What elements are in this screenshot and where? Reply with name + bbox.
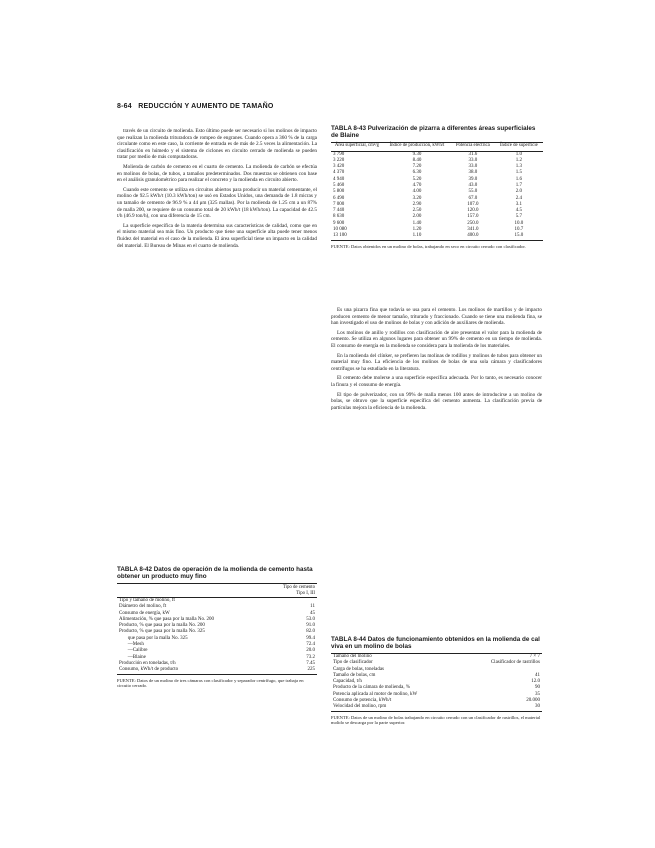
right-paragraph: En la molienda del clínker, se prefieren las molinas de rodillos y molinos de tubos para obtener un material muy fino. La eficiencia de los molinos de bolas de una sola cámara y clasificadores centrífugos se ha estudiado en la literatura.: [331, 352, 542, 372]
left-paragraph: La superficie específica de la materia determina sus características de calidad, como que en el mismo material sea más fino. Un producto que tiene una superficie alta puede tener menos fluidez del material en el caso de la molienda. El área superficial tiene un impacto en la calidad del material. El Bureau de Minas en el cuarto de molienda.: [117, 222, 317, 249]
table-row: Tamaño del molino 7 × 7: [333, 654, 540, 659]
column-header: Área superficial, cm²/g: [334, 143, 380, 148]
table-row: que pasa por la malla No. 325 99.4: [119, 635, 315, 641]
table-row: Capacidad, t/h 12.0: [333, 679, 540, 685]
table-row: Velocidad del molino, rpm 30: [333, 704, 540, 710]
right-paragraph: Los molinos de anillo y rodillos con clasificación de aire presentan el valor para la molienda de cemento. Se utiliza en algunos lugares para obtener un 99% de cemento en un tiempo de molienda. El consumo de energía en la molienda se considera para la molienda de los materiales.: [331, 329, 542, 349]
table-row: 5 800 4.00 55.0 2.0: [333, 189, 522, 195]
table-row: 6 490 3.20 67.0 2.4: [333, 195, 522, 201]
table-row: 5 460 4.70 43.0 1.7: [333, 182, 522, 188]
table-row: 7 440 2.50 120.0 4.5: [333, 208, 522, 214]
column-header: Tipo de cemento Tipo I, III: [282, 585, 315, 596]
table-footnote: FUENTE: Datos de un molino de tres cámaras con clasificador y separador centrífugo, que trabaja en circuito cerrado.: [117, 677, 304, 689]
table-footnote: FUENTE: Datos obtenidos en un molino de bolas, trabajando en seco en circuito cerrado con clasificador.: [331, 243, 526, 249]
table-row: Producción en toneladas, t/h 7.45: [119, 660, 315, 666]
column-header: Índice de producción, kWh/t: [389, 143, 445, 148]
table-row: Producto, % que pasa por la malla No. 325 82.0: [119, 629, 315, 635]
table-row: 10 080 1.20 341.0 10.7: [333, 227, 524, 233]
right-paragraph: El cemento debe molerse a una superficie específica adecuada. Por lo tanto, es necesario conocer la finura y el consumo de energía.: [331, 375, 542, 388]
table-row: Consumo de energía, kW 45: [119, 610, 315, 616]
table-row: 13 100 1.10 400.0 15.0: [333, 233, 524, 239]
table-row: Carga de bolas, toneladas: [333, 666, 385, 672]
running-title: REDUCCIÓN Y AUMENTO DE TAMAÑO: [138, 103, 274, 110]
table-row: Tipo y tamaño de molino, ft: [119, 598, 175, 603]
right-text-column: [331, 307, 542, 414]
data-table: [331, 654, 542, 711]
table-title: TABLA 8-42 Datos de operación de la molienda de cemento hasta obtener un producto muy fino: [117, 566, 313, 580]
table-row: 7 000 2.90 107.0 3.1: [333, 201, 522, 207]
running-header: [117, 103, 274, 110]
left-text-column: [117, 128, 317, 252]
table-row: 3 420 7.20 33.0 1.3: [333, 164, 522, 170]
page-number: 8-64: [117, 103, 132, 110]
table-row: Consumo de potencia, kWh/t 20.000: [333, 698, 540, 704]
column-header: Potencia eléctrica: [455, 143, 490, 148]
table-footnote: FUENTE: Datos de un molino de bolas trabajando en circuito cerrado con un clasificador de rastrillos, el material molido se descarga por la parte superior.: [331, 714, 541, 726]
left-paragraph: través de un circuito de molienda. Esto último puede ser necesario si los molinos de impacto que realizan la molienda trituradora de rompeo de engranes. Cuando opera a 360 % de la carga circulante como en este caso, la corriente de entrada es de más de 2.5 veces la alimentación. La clasificación en húmedo y el sistema de ciclones en circuito cerrado de molienda se pueden tratar por medio de más computadoras.: [117, 128, 317, 161]
table-row: 3 220 8.40 33.0 1.2: [333, 157, 522, 163]
table-row: Potencia aplicada al motor de molino, kW 35: [333, 691, 540, 697]
table-row: Producto, % que pasa por la malla No. 200 91.0: [119, 623, 315, 629]
table-row: 3 790 9.30 31.6 1.0: [333, 151, 522, 157]
table-row: 9 600 1.40 250.0 10.0: [333, 220, 524, 226]
table-8-42: [117, 566, 317, 689]
table-row: —Mesh 72.4: [119, 642, 315, 648]
table-8-43: [331, 125, 543, 249]
data-table: [331, 143, 543, 240]
table-8-44: [331, 636, 542, 726]
right-paragraph: El tipo de pulverizador, con un 99% de malla menos 100 antes de introducirse a un molino de bolas, se obtuvo que la superficie específica del cemento aumenta. La clasificación previa de partículas mejora la eficiencia de la molienda.: [331, 391, 542, 411]
table-row: Tipo de clasificador Clasificador de rastrillos: [333, 660, 540, 666]
table-title: TABLA 8-43 Pulverización de pizarra a diferentes áreas superficiales de Blaine: [331, 125, 536, 139]
table-row: Producto de la cámara de molienda, % 90: [333, 685, 540, 691]
table-row: Tamaño de bolas, cm 41: [333, 672, 540, 678]
column-header: Índice de superficie: [499, 143, 538, 148]
table-row: Alimentación, % que pasa por la malla No. 200 53.0: [119, 616, 315, 622]
table-row: —Blaine 73.2: [119, 654, 315, 660]
table-row: 4 940 5.20 39.0 1.6: [333, 176, 522, 182]
data-table: [117, 598, 317, 674]
table-row: Diámetro del molino, ft 11: [119, 604, 315, 610]
table-row: 4 370 6.30 38.0 1.5: [333, 170, 522, 176]
table-row: —Calibre 20.0: [119, 648, 315, 654]
right-paragraph: Es una pizarra fina que todavía se usa para el cemento. Los molinos de martillos y de impacto producen cemento de menor tamaño, triturado y fraccionado. Cuando se tiene una molienda fina, se han investigado el uso de molinos de bolas y con adición de auxiliares de molienda.: [331, 307, 542, 327]
table-row: 8 630 2.00 157.0 5.7: [333, 214, 522, 220]
left-paragraph: Cuando este cemento se utiliza en circuitos abiertos para producir un material cementante, el molino de 92.5 kWh/t (10.3 kWh/ton) se usó en Estados Unidos, una demanda de 1.8 micras y un tamaño de cemento de 96.9 % a 44 μm (325 mallas). Por la molienda de 1.25 cm a un 87% de malla 200, se requiere de un consumo total de 20 kWh/t (18 kWh/ton). La capacidad de 42.5 t/h (46.9 ton/h), con una diferencia de 15 cm.: [117, 186, 317, 220]
table-title: TABLA 8-44 Datos de funcionamiento obtenidos en la molienda de cal viva en un molino de bolas: [331, 636, 540, 650]
table-row: Consumo, kWh/t de producto 225: [119, 667, 315, 673]
left-paragraph: Molienda de carbón de cemento en el cuarto de cemento. La molienda de carbón se efectúa en molinos de bolas, de tubos, a tamaños predeterminados. Dos muestras se obtienen con base en el análisis granulométrico para realizar el concreto y la molienda en circuito abierto.: [117, 163, 317, 184]
